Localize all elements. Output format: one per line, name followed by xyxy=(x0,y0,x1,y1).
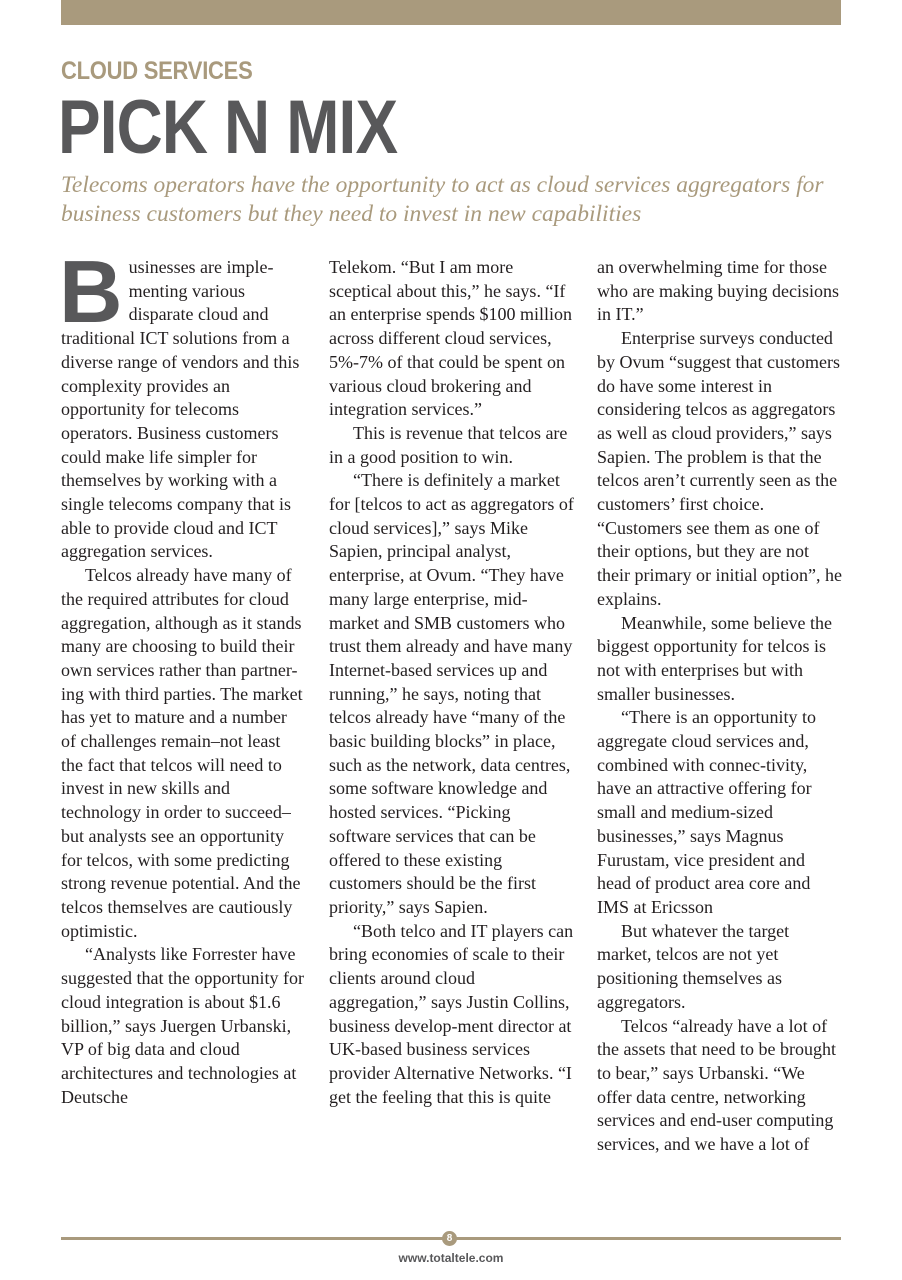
article-paragraph xyxy=(59,242,306,564)
article-paragraph: “Analysts like Forrester have suggested that the opportunity for cloud integration is about $1.6 billion,” says Juergen Urbanski, VP of big data and cloud architectures and technologies at Deutsche xyxy=(61,944,304,1107)
article-column-3 xyxy=(597,256,842,1157)
page-number-badge: 8 xyxy=(442,1231,457,1246)
article-paragraph: Enterprise surveys conducted by Ovum “suggest that customers do have some interest in considering telcos as aggregators as well as cloud providers,” says Sapien. The problem is that the telcos aren’t currently seen as the customers’ first choice. “Customers see them as one of their options, but they are not their primary or initial option”, he explains. xyxy=(597,328,842,609)
article-paragraph: Meanwhile, some believe the biggest opportunity for telcos is not with enterprises but with smaller businesses. xyxy=(597,612,832,704)
article-paragraph: “There is an opportunity to aggregate cloud services and, combined with connec-tivity, have an attractive offering for small and medium-sized businesses,” says Magnus Furustam, vice president and head of product area core and IMS at Ericsson xyxy=(597,707,816,917)
article-paragraph: “There is definitely a market for [telcos to act as aggregators of cloud services],” says Mike Sapien, principal analyst, enterprise, at Ovum. “They have many large enterprise, mid-market and SMB customers who trust them already and have many Internet-based services up and running,” he says, noting that telcos already have “many of the basic building blocks” in place, such as the network, data centres, some software knowledge and hosted services. “Picking software services that can be offered to these existing customers should be the first priority,” says Sapien. xyxy=(329,470,574,917)
drop-cap: B xyxy=(59,242,123,341)
article-paragraph: Telcos already have many of the required attributes for cloud aggregation, although as it stands many are choosing to build their own services rather than partner-ing with third parties. The market has yet to mature and a number of challenges remain–not least the fact that telcos will need to invest in new skills and technology in order to succeed–but analysts see an opportunity for telcos, with some predicting strong revenue potential. And the telcos themselves are cautiously optimistic. xyxy=(61,565,303,941)
footer-url: www.totaltele.com xyxy=(398,1251,504,1265)
standfirst: Telecoms operators have the opportunity to act as cloud services aggregators for business customers but they need to invest in new capabilities xyxy=(61,172,824,227)
article-column-1 xyxy=(59,242,306,1109)
article-paragraph: But whatever the target market, telcos are not yet positioning themselves as aggregators. xyxy=(597,920,790,1012)
article-paragraph: Telcos “already have a lot of the assets that need to be brought to bear,” says Urbanski. “We offer data centre, networking services and end-user computing services, and we have a lot of xyxy=(597,1015,836,1155)
top-accent-bar xyxy=(61,0,841,25)
article-paragraph: Telekom. “But I am more sceptical about this,” he says. “If an enterprise spends $100 million across different cloud services, 5%-7% of that could be spent on various cloud brokering and integration services.” xyxy=(329,257,572,420)
page-title: PICK N MIX xyxy=(58,85,398,170)
article-paragraph: “Both telco and IT players can bring economies of scale to their clients around cloud aggregation,” says Justin Collins, business develop-ment director at UK-based business services provider Alternative Networks. “I get the feeling that this is quite xyxy=(329,920,574,1107)
article-paragraph: an overwhelming time for those who are making buying decisions in IT.” xyxy=(597,257,839,325)
section-label: CLOUD SERVICES xyxy=(61,57,253,85)
paragraph-text: usinesses are imple-menting various disparate cloud and traditional ICT solutions from a diverse range of vendors and this complexity provides an opportunity for telecoms operators. Business customers could make life simpler for themselves by working with a single telecoms company that is able to provide cloud and ICT aggregation services. xyxy=(61,257,300,562)
article-column-2 xyxy=(329,256,574,1109)
article-paragraph: This is revenue that telcos are in a good position to win. xyxy=(329,422,568,467)
